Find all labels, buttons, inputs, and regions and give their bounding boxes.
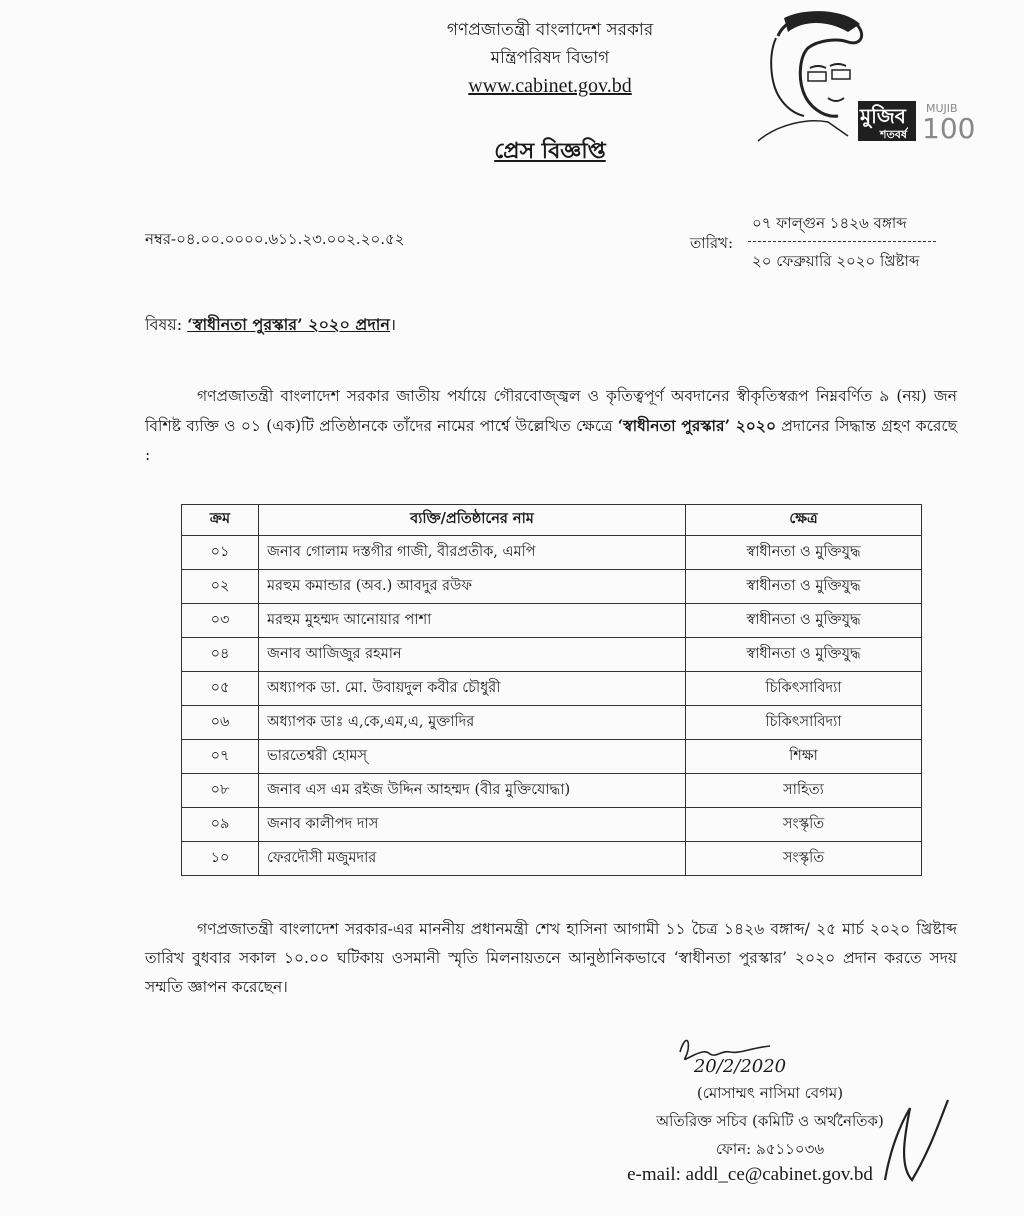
row-name: ফেরদৌসী মজুমদার xyxy=(259,842,686,876)
logo-latin-number: 100 xyxy=(922,112,976,145)
row-serial: ০৮ xyxy=(182,774,259,808)
row-name: মরহুম কমান্ডার (অব.) আবদুর রউফ xyxy=(259,570,686,604)
table-row xyxy=(182,570,922,604)
row-field: সংস্কৃতি xyxy=(686,842,922,876)
table-header-row xyxy=(182,505,922,536)
table-row xyxy=(182,536,922,570)
row-field: শিক্ষা xyxy=(686,740,922,774)
row-field: স্বাধীনতা ও মুক্তিযুদ্ধ xyxy=(686,604,922,638)
table-row xyxy=(182,672,922,706)
row-serial: ১০ xyxy=(182,842,259,876)
signature-block xyxy=(580,1030,960,1210)
table-row xyxy=(182,774,922,808)
ceremony-paragraph xyxy=(145,915,957,1002)
signatory-designation: অতিরিক্ত সচিব (কমিটি ও অর্থনৈতিক) xyxy=(656,1112,884,1130)
logo-bangla-text: মুজিব xyxy=(860,104,906,128)
row-field: সংস্কৃতি xyxy=(686,808,922,842)
press-release-title: প্রেস বিজ্ঞপ্তি xyxy=(494,138,606,164)
signatory-email[interactable]: e-mail: addl_ce@cabinet.gov.bd xyxy=(627,1164,873,1185)
row-name: জনাব গোলাম দস্তগীর গাজী, বীরপ্রতীক, এমপি xyxy=(259,536,686,570)
row-name: জনাব এস এম রইজ উদ্দিন আহম্মদ (বীর মুক্তিযোদ্ধা) xyxy=(259,774,686,808)
header-name: ব্যক্তি/প্রতিষ্ঠানের নাম xyxy=(259,505,686,536)
row-field: সাহিত্য xyxy=(686,774,922,808)
handwritten-date: 20/2/2020 xyxy=(693,1056,787,1077)
letterhead xyxy=(380,16,720,100)
date-label: তারিখ: xyxy=(690,234,734,252)
row-field: চিকিৎসাবিদ্যা xyxy=(686,672,922,706)
subject-line xyxy=(145,312,396,339)
intro-text: গণপ্রজাতন্ত্রী বাংলাদেশ সরকার জাতীয় পর্যায়ে গৌরবোজ্জ্বল ও কৃতিত্বপূর্ণ অবদানের স্বীকৃতিস্বরূপ নিম্নবর্ণিত ৯ (নয়) জন বিশিষ্ট ব্যক্তি ও ০১ (এক)টি প্রতিষ্ঠানকে তাঁদের নামের পার্শ্বে উল্লেখিত ক্ষেত্রে xyxy=(145,387,957,435)
subject-end: । xyxy=(389,315,397,334)
signatory-phone: ফোন: ৯৫১১০৩৬ xyxy=(715,1140,825,1158)
table-row xyxy=(182,842,922,876)
ceremony-text: গণপ্রজাতন্ত্রী বাংলাদেশ সরকার-এর মাননীয় প্রধানমন্ত্রী শেখ হাসিনা আগামী ১১ চৈত্র ১৪২৬ বঙ্গাব্দ/ ২৫ মার্চ ২০২০ খ্রিষ্টাব্দ তারিখ বুধবার সকাল ১০.০০ ঘটিকায় ওসমানী স্মৃতি মিলনায়তনে আনুষ্ঠানিকভাবে ‘স্বাধীনতা পুরস্কার’ ২০২০ প্রদান করতে সদয় সম্মতি জ্ঞাপন করেছেন। xyxy=(145,920,957,996)
gregorian-date: ২০ ফেব্রুয়ারি ২০২০ খ্রিষ্টাব্দ xyxy=(752,252,920,270)
website-link[interactable]: www.cabinet.gov.bd xyxy=(468,75,632,97)
table-row xyxy=(182,638,922,672)
table-row xyxy=(182,740,922,774)
row-serial: ০৪ xyxy=(182,638,259,672)
logo-sub-text: শতবর্ষ xyxy=(880,128,907,141)
date-divider xyxy=(748,241,936,242)
signatory-name: (মোসাম্মৎ নাসিমা বেগম) xyxy=(696,1084,844,1102)
row-name: অধ্যাপক ডাঃ এ,কে,এম,এ, মুক্তাদির xyxy=(259,706,686,740)
table-row xyxy=(182,808,922,842)
subject-label: বিষয়: xyxy=(145,315,183,334)
row-name: জনাব কালীপদ দাস xyxy=(259,808,686,842)
table-row xyxy=(182,604,922,638)
intro-tail-text: প্রদানের সিদ্ধান্ত গ্রহণ করেছে : xyxy=(145,417,957,464)
row-name: ভারতেশ্বরী হোমস্ xyxy=(259,740,686,774)
government-name: গণপ্রজাতন্ত্রী বাংলাদেশ সরকার xyxy=(446,20,654,40)
header-serial: ক্রম xyxy=(182,505,259,536)
row-name: জনাব আজিজুর রহমান xyxy=(259,638,686,672)
row-field: চিকিৎসাবিদ্যা xyxy=(686,706,922,740)
row-field: স্বাধীনতা ও মুক্তিযুদ্ধ xyxy=(686,570,922,604)
row-serial: ০৯ xyxy=(182,808,259,842)
intro-paragraph xyxy=(145,382,957,470)
logo-latin-top: MUJIB xyxy=(926,102,958,115)
awardees-table xyxy=(181,504,922,876)
row-field: স্বাধীনতা ও মুক্তিযুদ্ধ xyxy=(686,536,922,570)
intro-bold-text: ‘স্বাধীনতা পুরস্কার’ ২০২০ xyxy=(617,416,777,435)
row-serial: ০৩ xyxy=(182,604,259,638)
row-name: মরহুম মুহম্মদ আনোয়ার পাশা xyxy=(259,604,686,638)
header-field: ক্ষেত্র xyxy=(686,505,922,536)
row-name: অধ্যাপক ডা. মো. উবায়দুল কবীর চৌধুরী xyxy=(259,672,686,706)
memo-number: নম্বর-০৪.০০.০০০০.৬১১.২৩.০০২.২০.৫২ xyxy=(145,230,405,248)
row-serial: ০৭ xyxy=(182,740,259,774)
row-serial: ০৬ xyxy=(182,706,259,740)
mujib-100-logo xyxy=(748,6,978,146)
row-serial: ০১ xyxy=(182,536,259,570)
bangla-date: ০৭ ফাল্গুন ১৪২৬ বঙ্গাব্দ xyxy=(752,214,907,232)
row-serial: ০৫ xyxy=(182,672,259,706)
table-row xyxy=(182,706,922,740)
subject-value: ‘স্বাধীনতা পুরস্কার’ ২০২০ প্রদান xyxy=(187,315,390,334)
row-field: স্বাধীনতা ও মুক্তিযুদ্ধ xyxy=(686,638,922,672)
row-serial: ০২ xyxy=(182,570,259,604)
division-name: মন্ত্রিপরিষদ বিভাগ xyxy=(490,48,610,68)
